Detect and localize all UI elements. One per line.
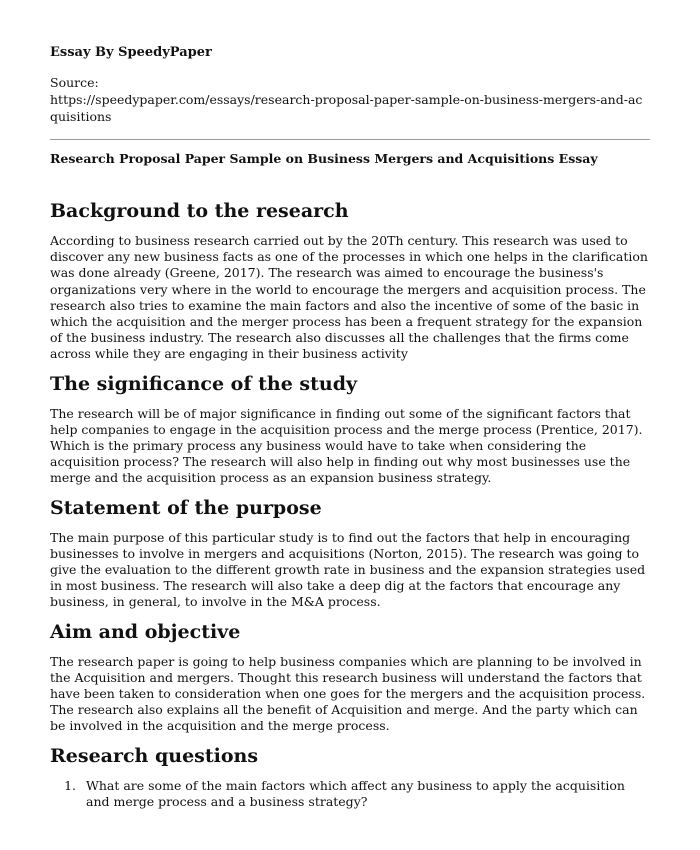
source-url[interactable]: https://speedypaper.com/essays/research-proposal-paper-sample-on-business-mergers-and-acquisitions [50,92,643,124]
section-heading-background: Background to the research [50,200,349,222]
header-divider [50,139,650,140]
source-label: Source: [50,75,99,90]
essay-title: Research Proposal Paper Sample on Business Mergers and Acquisitions Essay [50,151,598,166]
section-heading-significance: The significance of the study [50,372,358,395]
brand-line: Essay By SpeedyPaper [50,45,212,60]
section-heading-aim: Aim and objective [50,620,241,643]
research-questions-list [50,778,652,810]
source-block [50,74,650,125]
section-body-background: According to business research carried out by the 20Th century. This research was used to discover any new business facts as one of the processes in which one helps in the clarification was done already (Greene, 2017). The research was aimed to encourage the business's organizations very where in the world to encourage the mergers and acquisition process. The research also tries to examine the main factors and also the incentive of some of the basic in which the acquisition and the merger process has been a frequent strategy for the expansion of the business industry. The research also discusses all the challenges that the firms come across while they are engaging in their business activity [50,233,648,362]
list-item: 1. What are some of the main factors which affect any business to apply the acquisition and merge process and a business strategy? [80,778,652,810]
section-heading-purpose: Statement of the purpose [50,496,322,519]
section-body-aim: The research paper is going to help business companies which are planning to be involved in the Acquisition and mergers. Thought this research business will understand the factors that have been taken to consideration when one goes for the mergers and the acquisition process. The research also explains all the benefit of Acquisition and merge. And the party which can be involved in the acquisition and the merge process. [50,653,646,734]
section-heading-research-questions: Research questions [50,744,259,767]
section-body-purpose: The main purpose of this particular study is to find out the factors that help in encouraging businesses to involve in mergers and acquisitions (Norton, 2015). The research was going to give the evaluation to the different growth rate in business and the expansion strategies used in most business. The research will also take a deep dig at the factors that encourage any business, in general, to involve in the M&A process. [50,529,646,610]
section-body-significance: The research will be of major significance in finding out some of the significant factors that help companies to engage in the acquisition process and the merge process (Prentice, 2017). Which is the primary process any business would have to take when considering the acquisition process? The research will also help in finding out why most businesses use the merge and the acquisition process as an expansion business strategy. [50,405,643,486]
